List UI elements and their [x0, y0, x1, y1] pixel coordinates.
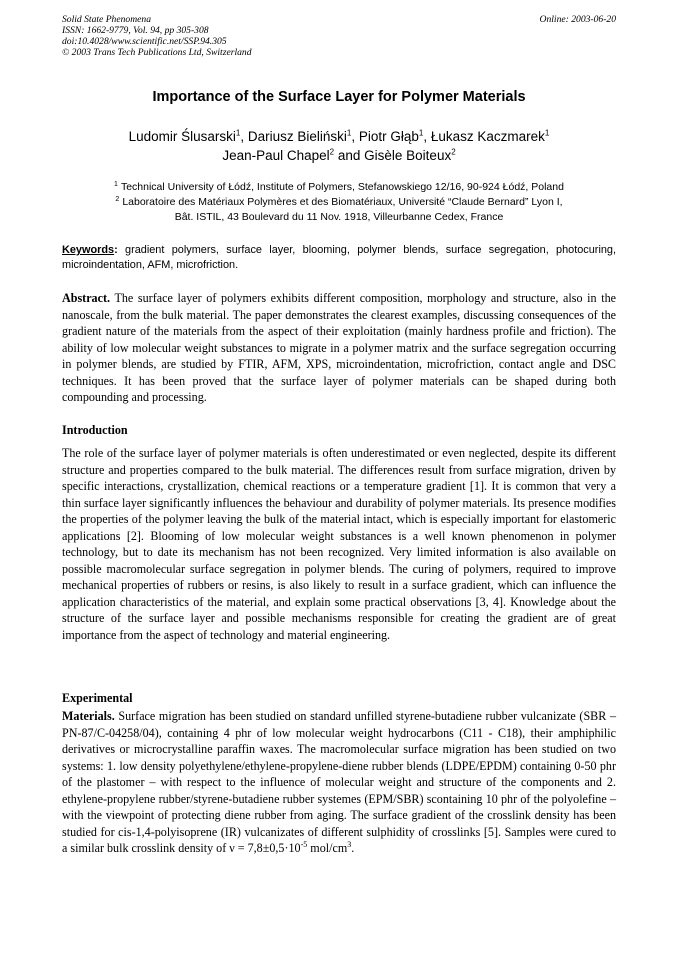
- author-chapel: Jean-Paul Chapel: [222, 148, 330, 163]
- author-glab: Piotr Głąb: [358, 129, 419, 144]
- keywords-label: Keywords: [62, 244, 115, 256]
- journal-doi[interactable]: doi:10.4028/www.scientific.net/SSP.94.305: [62, 36, 227, 47]
- author-line-2: Jean-Paul Chapel$^2$ and Gisèle Boiteux$^2$: [222, 147, 456, 163]
- paper-title: Importance of the Surface Layer for Polymer Materials: [152, 89, 526, 105]
- abstract-label: Abstract.: [62, 291, 111, 305]
- abstract-text: The surface layer of polymers exhibits different composition, morphology and structure, also in the nanoscale, from the bulk material. The paper demonstrates the clearest examples, discussing consequences of the gradient nature of the materials from the aspect of their exploitation (mainly hardness profile and friction). The ability of low molecular weight substances to migrate in a polymer matrix and the surface segregation occurring in polymer blends, are studied by FTIR, AFM, XPS, microindentation, microfriction, contact angle and DSC techniques. It has been proved that the surface layer of polymer materials can be shaped during both compounding and processing.: [62, 291, 616, 404]
- materials-label: Materials.: [62, 709, 115, 723]
- journal-issn: ISSN: 1662-9779, Vol. 94, pp 305-308: [62, 25, 209, 36]
- keywords-text: gradient polymers, surface layer, blooming, polymer blends, surface segregation, photocuring, microindentation, AFM, microfriction.: [62, 244, 616, 271]
- journal-header: [62, 14, 616, 58]
- author-slusarski: Ludomir Ślusarski: [128, 129, 236, 144]
- experimental-heading: Experimental: [62, 691, 133, 705]
- author-list: [62, 127, 616, 165]
- journal-name: Solid State Phenomena: [62, 14, 151, 25]
- author-line-1: Ludomir Ślusarski$^1$, Dariusz Bieliński$^1$, Piotr Głąb$^1$, Łukasz Kaczmarek$^1$: [128, 128, 550, 144]
- author-boiteux: Gisèle Boiteux: [364, 148, 452, 163]
- introduction-text: The role of the surface layer of polymer materials is often underestimated or even neglected, despite its different structure and properties compared to the bulk material. The differences result from surface migration, driven by specific interactions, crystallization, chemical reactions or a temperature gradient [1]. It is common that very a thin surface layer significantly influences the behaviour and durability of polymer materials. Its presence modifies the properties of the polymer leaving the bulk of the material intact, which is especially important for elastomeric applications [2]. Blooming of low molecular weight substances is a well known phenomenon in polymer technology, but to date its mechanism has not been recognized. Very limited information is also available on possible macromolecular surface segregation in polymer blends. The curing of polymers, required to improve mechanical properties of rubbers or resins, is also likely to result in a surface gradient, which can influence the application characteristics of the material, and explain some practical observations [3, 4]. Knowledge about the structure of the surface layer and possible mechanisms responsible for creating the gradient are of great importance from the aspect of technology and material engineering.: [62, 446, 616, 642]
- abstract: [62, 290, 616, 406]
- author-bielinski: Dariusz Bieliński: [247, 129, 347, 144]
- keywords: Keywords: gradient polymers, surface layer, blooming, polymer blends, surface segregation, photocuring, microindentation, AFM, microfriction.: [62, 244, 616, 271]
- introduction-heading: Introduction: [62, 423, 128, 437]
- affiliation-2: $^2$ Laboratoire des Matériaux Polymères et des Biomatériaux, Université “Claude Bernard” Lyon I,: [115, 195, 563, 208]
- affiliation-1: $^1$ Technical University of Łódź, Institute of Polymers, Stefanowskiego 12/16, 90-924 Łódź, Poland: [114, 180, 564, 193]
- author-kaczmarek: Łukasz Kaczmarek: [430, 129, 545, 144]
- journal-info: [62, 14, 616, 58]
- online-date: Online: 2003-06-20: [539, 14, 616, 25]
- affiliation-2-address: Bât. ISTIL, 43 Boulevard du 11 Nov. 1918, Villeurbanne Cedex, France: [174, 211, 504, 223]
- affiliations: [62, 180, 616, 225]
- journal-copyright: © 2003 Trans Tech Publications Ltd, Switzerland: [62, 47, 252, 58]
- experimental-text: Materials. Surface migration has been studied on standard unfilled styrene-butadiene rubber vulcanizate (SBR – PN-87/C-04258/04), containing 4 phr of low molecular weight hydrocarbons (C11 - C18), their amphiphilic derivatives or microcrystalline paraffin waxes. The macromolecular surface migration has been studied on two systems: 1. low density polyethylene/ethylene-propylene-diene rubber blends (LDPE/EPDM) containing 0-50 phr of the plastomer – with respect to the influence of molecular weight and structure of the components and 2. ethylene-propylene rubber/styrene-butadiene rubber systemes (EPM/SBR) scontaining 10 phr of the polyolefine – with the viewpoint of protecting diene rubber from aging. The surface gradient of the crosslink density has been studied for cis-1,4-polyisoprene (IR) vulcanizates of different sulphidity of crosslinks [5]. Samples were cured to a similar bulk crosslink density of $\nu = 7,8\pm 0,5\cdot 10^{-5}$ mol/$cm^3$.: [62, 709, 616, 855]
